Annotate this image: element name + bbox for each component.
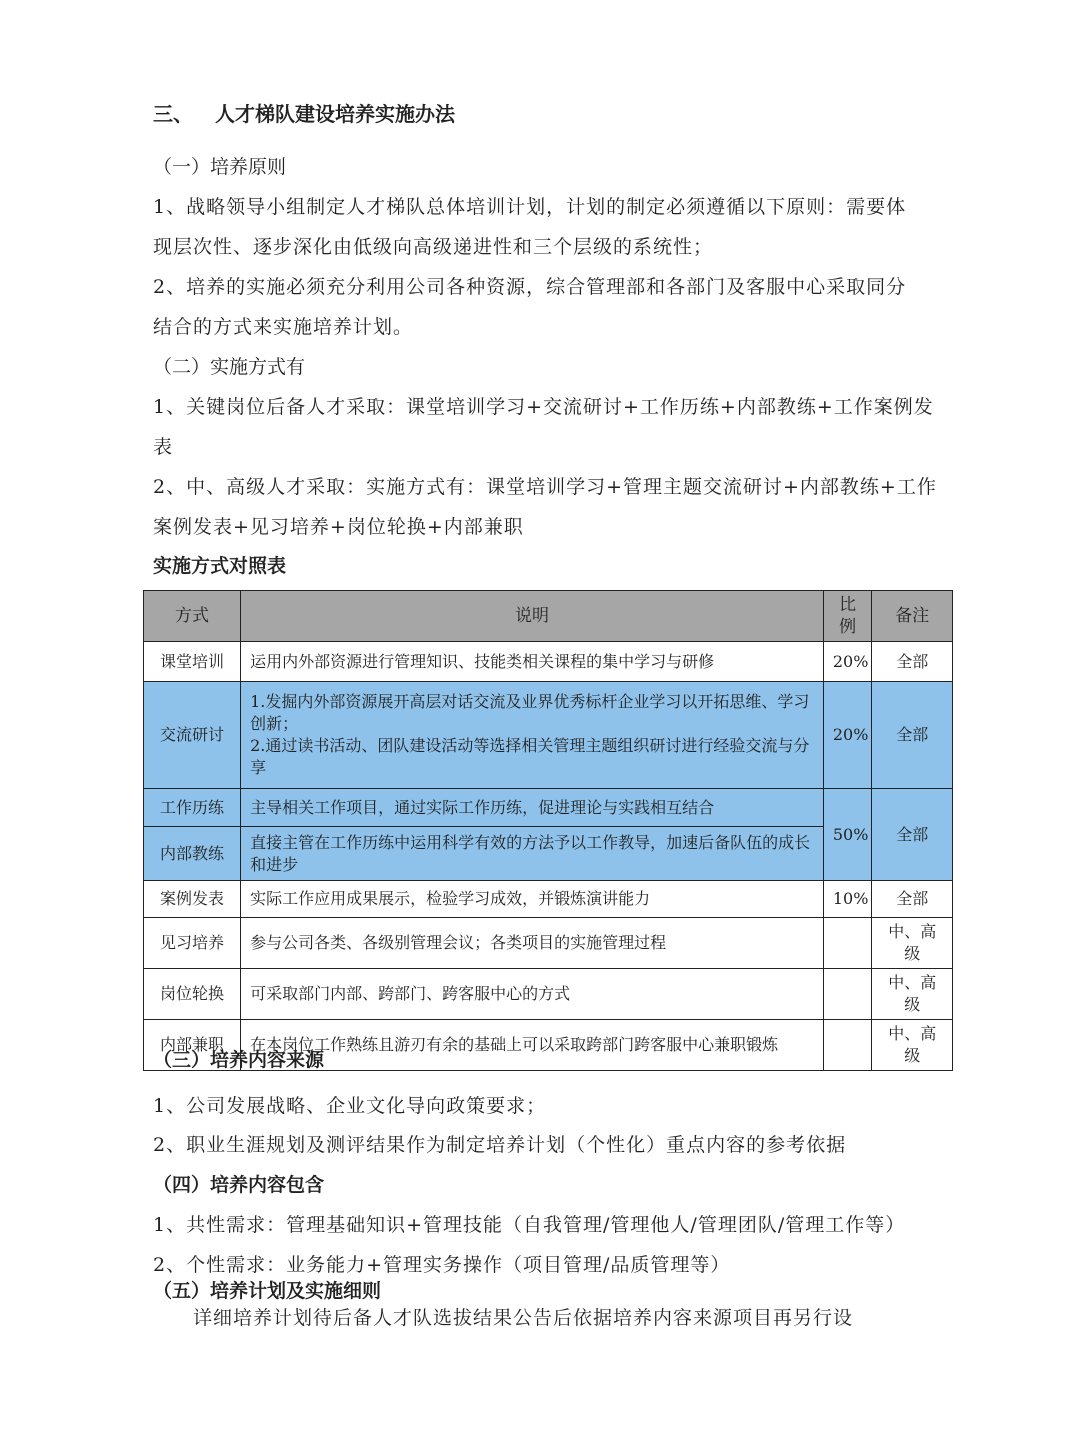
paragraph-line: 2、职业生涯规划及测评结果作为制定培养计划（个性化）重点内容的参考依据	[153, 1134, 847, 1156]
paragraph-line: 表	[153, 436, 174, 458]
cell-way: 课堂培训	[144, 642, 241, 682]
cell-desc: 在本岗位工作熟练且游刃有余的基础上可以采取跨部门跨客服中心兼职锻炼	[241, 1020, 824, 1071]
cell-way: 岗位轮换	[144, 969, 241, 1020]
paragraph-line: 1、共性需求：管理基础知识+管理技能（自我管理/管理他人/管理团队/管理工作等）	[153, 1214, 906, 1236]
methods-table	[143, 590, 953, 1071]
cell-way: 工作历练	[144, 789, 241, 827]
paragraph-line: 1、公司发展战略、企业文化导向政策要求；	[153, 1095, 547, 1117]
cell-note: 中、高级	[872, 969, 953, 1020]
paragraph-line: 2、培养的实施必须充分利用公司各种资源，综合管理部和各部门及客服中心采取同分	[153, 276, 907, 298]
cell-way: 案例发表	[144, 881, 241, 918]
subheading-sources: （三）培养内容来源	[153, 1049, 325, 1071]
cell-note: 全部	[872, 642, 953, 682]
table-row	[144, 682, 953, 789]
table-title: 实施方式对照表	[153, 555, 287, 577]
header-ratio: 比例	[823, 591, 872, 642]
cell-desc	[241, 682, 824, 789]
cell-desc: 运用内外部资源进行管理知识、技能类相关课程的集中学习与研修	[241, 642, 824, 682]
cell-note: 全部	[872, 682, 953, 789]
header-desc: 说明	[241, 591, 824, 642]
section-title: 人才梯队建设培养实施办法	[215, 102, 455, 126]
cell-way: 内部兼职	[144, 1020, 241, 1071]
cell-ratio: 20%	[823, 682, 872, 789]
table-row	[144, 642, 953, 682]
subheading-methods: （二）实施方式有	[153, 356, 306, 378]
cell-ratio	[823, 969, 872, 1020]
table-row	[144, 969, 953, 1020]
cell-desc: 实际工作应用成果展示，检验学习成效，并锻炼演讲能力	[241, 881, 824, 918]
paragraph-line: 1、战略领导小组制定人才梯队总体培训计划，计划的制定必须遵循以下原则：需要体	[153, 196, 907, 218]
table-row	[144, 789, 953, 827]
header-note: 备注	[872, 591, 953, 642]
table-header-row	[144, 591, 953, 642]
cell-desc: 可采取部门内部、跨部门、跨客服中心的方式	[241, 969, 824, 1020]
cell-way: 交流研讨	[144, 682, 241, 789]
cell-note: 中、高级	[872, 918, 953, 969]
header-way: 方式	[144, 591, 241, 642]
cell-ratio: 50%	[823, 789, 872, 881]
cell-way: 见习培养	[144, 918, 241, 969]
paragraph-line: 2、中、高级人才采取：实施方式有：课堂培训学习+管理主题交流研讨+内部教练+工作	[153, 476, 937, 498]
cell-note: 全部	[872, 789, 953, 881]
section-number: 三、	[153, 102, 193, 126]
cell-desc: 参与公司各类、各级别管理会议；各类项目的实施管理过程	[241, 918, 824, 969]
cell-note: 中、高级	[872, 1020, 953, 1071]
subheading-principles: （一）培养原则	[153, 156, 287, 178]
cell-desc: 直接主管在工作历练中运用科学有效的方法予以工作教导，加速后备队伍的成长和进步	[241, 827, 824, 881]
paragraph-line: 详细培养计划待后备人才队选拔结果公告后依据培养内容来源项目再另行设	[193, 1307, 854, 1329]
cell-way: 内部教练	[144, 827, 241, 881]
subheading-plan: （五）培养计划及实施细则	[153, 1280, 382, 1302]
paragraph-line: 现层次性、逐步深化由低级向高级递进性和三个层级的系统性；	[153, 236, 714, 258]
paragraph-line: 结合的方式来实施培养计划。	[153, 316, 414, 338]
cell-note: 全部	[872, 881, 953, 918]
cell-desc-line: 2.通过读书活动、团队建设活动等选择相关管理主题组织研讨进行经验交流与分享	[250, 736, 810, 777]
cell-desc: 主导相关工作项目，通过实际工作历练，促进理论与实践相互结合	[241, 789, 824, 827]
cell-ratio: 20%	[823, 642, 872, 682]
table-row	[144, 881, 953, 918]
cell-ratio: 10%	[823, 881, 872, 918]
cell-desc-line: 1.发掘内外部资源展开高层对话交流及业界优秀标杆企业学习以开拓思维、学习创新；	[250, 692, 810, 733]
paragraph-line: 案例发表+见习培养+岗位轮换+内部兼职	[153, 516, 524, 538]
table-row	[144, 918, 953, 969]
paragraph-line: 1、关键岗位后备人才采取：课堂培训学习+交流研讨+工作历练+内部教练+工作案例发	[153, 396, 934, 418]
cell-ratio	[823, 1020, 872, 1071]
cell-ratio	[823, 918, 872, 969]
subheading-contents: （四）培养内容包含	[153, 1174, 325, 1196]
paragraph-line: 2、个性需求：业务能力+管理实务操作（项目管理/品质管理等）	[153, 1254, 731, 1276]
